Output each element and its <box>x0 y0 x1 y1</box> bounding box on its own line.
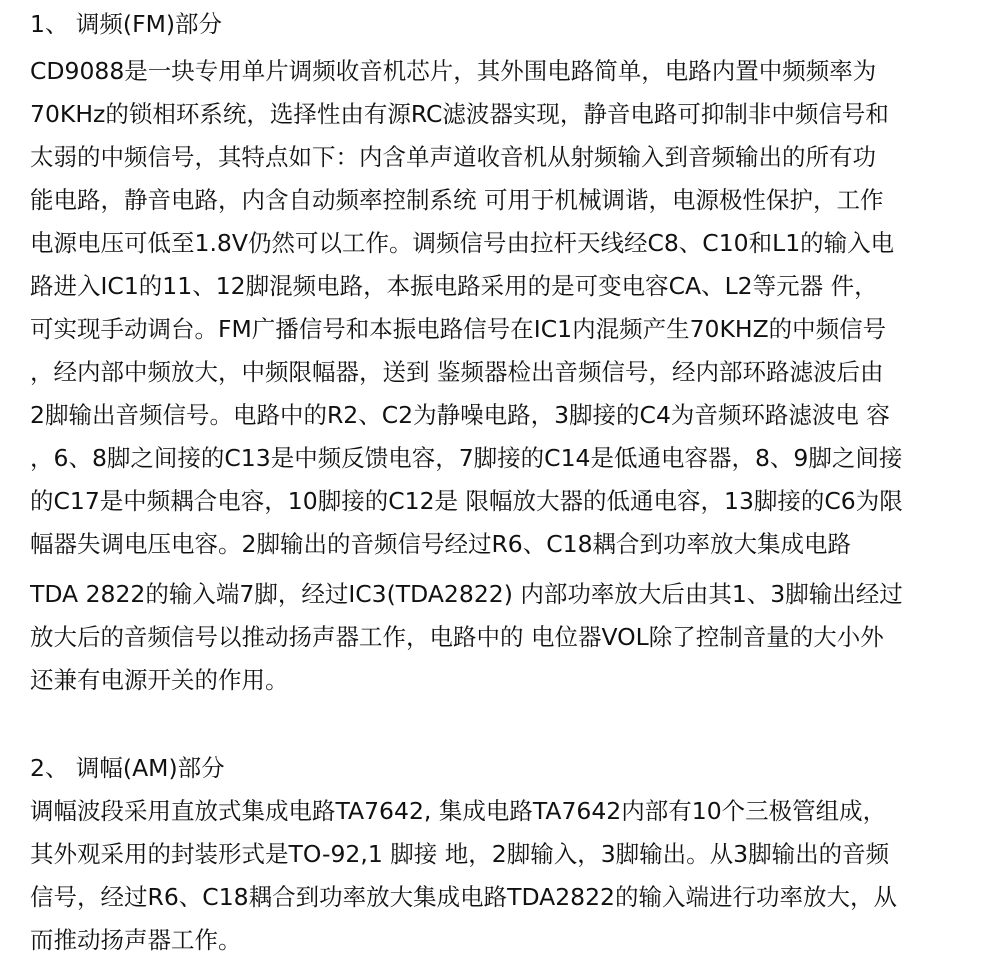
fm-paragraph-line: ，经内部中频放大，中频限幅器，送到 鉴频器检出音频信号，经内部环路滤波后由 <box>30 358 884 386</box>
fm-paragraph-line: ，6、8脚之间接的C13是中频反馈电容，7脚接的C14是低通电容器，8、9脚之间接 <box>30 444 903 472</box>
fm-paragraph-line: 70KHz的锁相环系统，选择性由有源RC滤波器实现，静音电路可抑制非中频信号和 <box>30 100 889 128</box>
fm-paragraph-line: 的C17是中频耦合电容，10脚接的C12是 限幅放大器的低通电容，13脚接的C6为限 <box>30 487 903 515</box>
fm-paragraph-line: 太弱的中频信号，其特点如下：内含单声道收音机从射频输入到音频输出的所有功 <box>30 143 876 171</box>
am-paragraph-line: 调幅波段采用直放式集成电路TA7642, 集成电路TA7642内部有10个三极管组成， <box>30 797 887 825</box>
am-paragraph-line: 其外观采用的封装形式是TO-92,1 脚接 地，2脚输入，3脚输出。从3脚输出的音频 <box>30 840 890 868</box>
fm-paragraph-line: 路进入IC1的11、12脚混频电路，本振电路采用的是可变电容CA、L2等元器 件， <box>30 272 878 300</box>
fm-paragraph-line: 能电路，静音电路，内含自动频率控制系统 可用于机械调谐，电源极性保护，工作 <box>30 186 884 214</box>
fm-paragraph-line: TDA 2822的输入端7脚，经过IC3(TDA2822) 内部功率放大后由其1、3脚输出经过 <box>30 580 903 608</box>
fm-paragraph-line: 还兼有电源开关的作用。 <box>30 666 289 694</box>
fm-paragraph-line: CD9088是一块专用单片调频收音机芯片，其外围电路简单，电路内置中频频率为 <box>30 57 877 85</box>
fm-paragraph-line: 可实现手动调台。FM广播信号和本振电路信号在IC1内混频产生70KHZ的中频信号 <box>30 315 887 343</box>
am-paragraph-line: 信号，经过R6、C18耦合到功率放大集成电路TDA2822的输入端进行功率放大，从 <box>30 883 898 911</box>
am-paragraph-line: 而推动扬声器工作。 <box>30 926 242 954</box>
fm-paragraph-line: 电源电压可低至1.8V仍然可以工作。调频信号由拉杆天线经C8、C10和L1的输入电 <box>30 229 895 257</box>
fm-section-heading: 1、 调频(FM)部分 <box>30 10 223 38</box>
am-section-heading: 2、 调幅(AM)部分 <box>30 754 225 782</box>
fm-paragraph-line: 幅器失调电压电容。2脚输出的音频信号经过R6、C18耦合到功率放大集成电路 <box>30 530 852 558</box>
fm-paragraph-line: 放大后的音频信号以推动扬声器工作，电路中的 电位器VOL除了控制音量的大小外 <box>30 623 884 651</box>
fm-paragraph-line: 2脚输出音频信号。电路中的R2、C2为静噪电路，3脚接的C4为音频环路滤波电 容 <box>30 401 890 429</box>
